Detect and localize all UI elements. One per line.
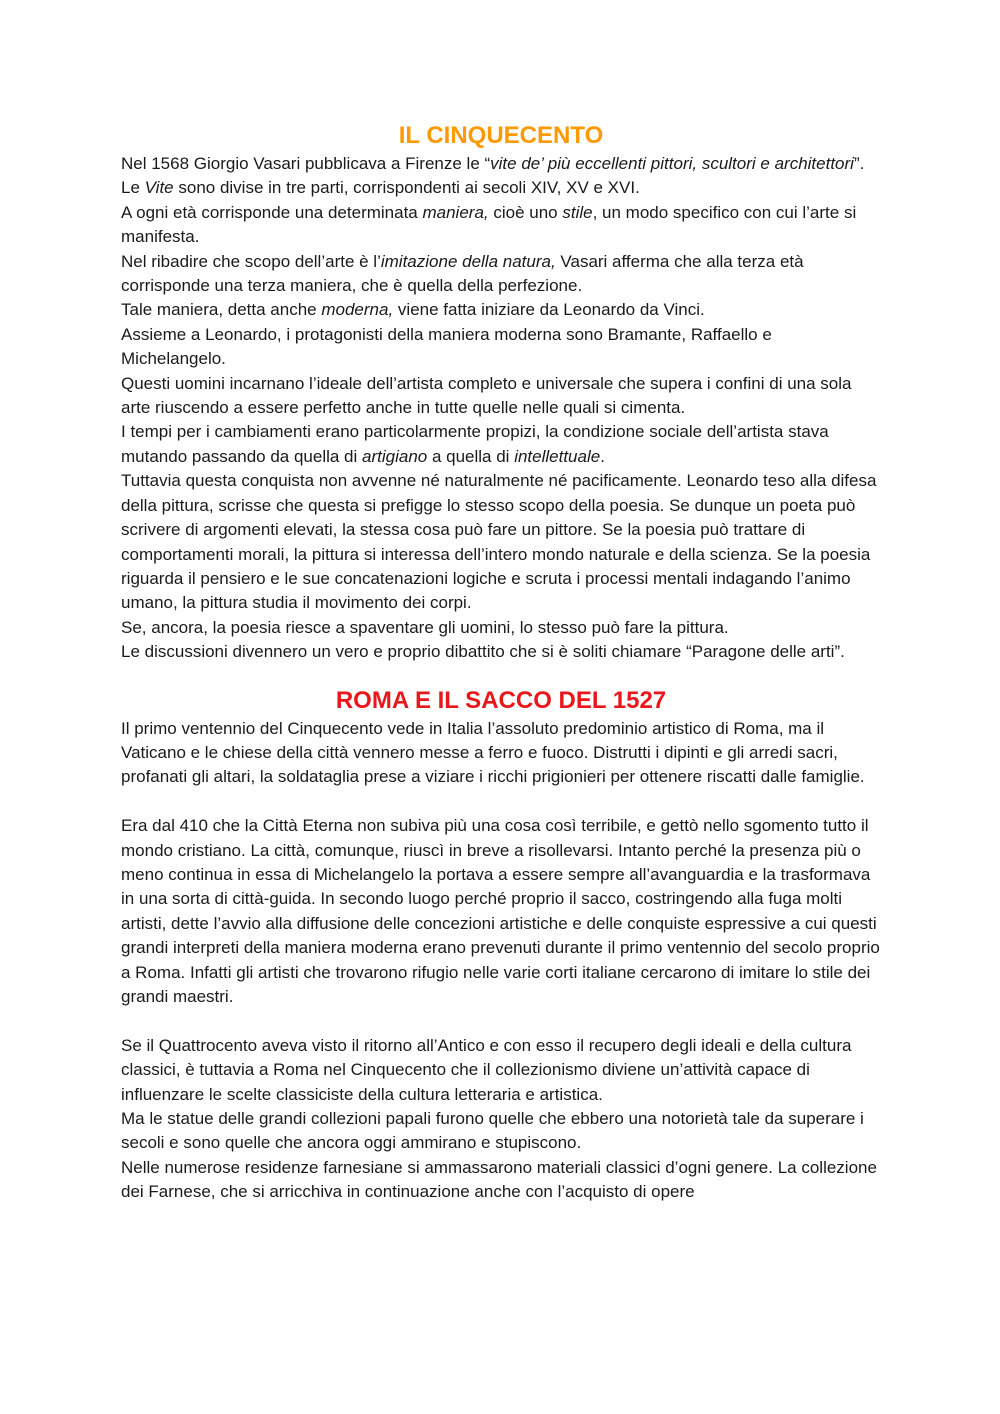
document-page — [121, 120, 881, 1205]
italic-text: intellettuale — [514, 446, 601, 466]
paragraph: Nelle numerose residenze farnesiane si ammassarono materiali classici d’ogni genere. La collezione dei Farnese, che si arricchiva in continuazione anche con l’acquisto di opere — [121, 1157, 877, 1202]
paragraph-gap — [121, 790, 881, 814]
text-run: Nel 1568 Giorgio Vasari pubblicava a Firenze le “ — [121, 154, 491, 173]
paragraph — [121, 420, 881, 469]
paragraph — [121, 298, 881, 322]
paragraph: Il primo ventennio del Cinquecento vede in Italia l’assoluto predominio artistico di Roma, ma il Vaticano e le chiese della città vennero messe a ferro e fuoco. Distrutti i dipinti e gli arredi sacri, profanati gli altari, la soldataglia prese a viziare i ricchi prigionieri per ottenere riscatti dalle famiglie. — [121, 718, 865, 787]
paragraph: Se il Quattrocento aveva visto il ritorno all’Antico e con esso il recupero degli ideali e della cultura classici, è tuttavia a Roma nel Cinquecento che il collezionismo diviene un’attività capace di influenzare le scelte classiciste della cultura letteraria e artistica. — [121, 1035, 852, 1104]
text-run: Tale maniera, detta anche — [121, 300, 322, 320]
paragraph: Le discussioni divennero un vero e proprio dibattito che si è soliti chiamare “Paragone delle arti”. — [121, 642, 845, 662]
italic-text: artigiano — [362, 446, 428, 466]
paragraph: Se, ancora, la poesia riesce a spaventare gli uomini, lo stesso può fare la pittura. — [121, 617, 729, 637]
paragraph: Assieme a Leonardo, i protagonisti della maniera moderna sono Bramante, Raffaello e Michelangelo. — [121, 324, 772, 369]
paragraph: Tuttavia questa conquista non avvenne né naturalmente né pacificamente. Leonardo teso alla difesa della pittura, scrisse che questa si prefigge lo stesso scopo della poesia. Se dunque un poeta può scrivere di argomenti elevati, la stessa cosa può fare un pittore. Se la poesia può trattare di comportamenti morali, la pittura si interessa dell’intero mondo naturale e della scienza. Se la poesia riguarda il pensiero e le sue concatenazioni logiche e scruta i processi mentali indagando l’animo umano, la pittura studia il movimento dei corpi. — [121, 471, 877, 613]
text-run: , un modo specifico con cui l’arte si manifesta. — [121, 202, 857, 247]
italic-text: stile — [562, 202, 593, 222]
paragraph — [121, 250, 881, 299]
text-run: Nel ribadire che scopo dell’arte è l’ — [121, 251, 381, 271]
paragraph-gap — [121, 1009, 881, 1033]
text-run: viene fatta iniziare da Leonardo da Vinci. — [393, 300, 705, 320]
text-run: a quella di — [427, 446, 515, 466]
italic-text: moderna, — [321, 300, 394, 320]
text-run: . — [600, 446, 605, 466]
text-run: cioè uno — [488, 202, 563, 222]
italic-text: imitazione della natura, — [380, 251, 556, 271]
text-run: A ogni età corrisponde una determinata — [121, 202, 423, 222]
italic-text: maniera, — [422, 202, 489, 222]
section-title-cinquecento: IL CINQUECENTO — [398, 122, 604, 149]
paragraph: Questi uomini incarnano l’ideale dell’artista completo e universale che supera i confini di una sola arte riuscendo a essere perfetto anche in tutte quelle nelle quali si cimenta. — [121, 373, 852, 418]
paragraph — [121, 201, 881, 250]
text-run: ”. Le — [121, 154, 865, 198]
paragraph: Era dal 410 che la Città Eterna non subiva più una cosa così terribile, e gettò nello sgomento tutto il mondo cristiano. La città, comunque, riuscì in breve a risollevarsi. Intanto perché la presenza più o meno continua in essa di Michelangelo la portava a essere sempre all’avanguardia e la trasformava in una sorta di città-guida. In secondo luogo perché proprio il sacco, costringendo alla fuga molti artisti, dette l’avvio alla diffusione delle concezioni artistiche e delle conquiste espressive a cui questi grandi interpreti della maniera moderna erano prevenuti durante il primo ventennio del secolo proprio a Roma. Infatti gli artisti che trovarono rifugio nelle varie corti italiane cercarono di imitare lo stile dei grandi maestri. — [121, 816, 880, 1006]
italic-text: vite de’ più eccellenti pittori, scultori e architettori — [490, 154, 854, 173]
section-title-sacco: ROMA E IL SACCO DEL 1527 — [335, 686, 667, 714]
italic-text: Vite — [144, 178, 174, 198]
paragraph: Ma le statue delle grandi collezioni papali furono quelle che ebbero una notorietà tale da superare i secoli e sono quelle che ancora oggi ammirano e stupiscono. — [121, 1109, 864, 1153]
text-run: sono divise in tre parti, corrispondenti ai secoli XIV, XV e XVI. — [173, 178, 640, 198]
text-run: I tempi per i cambiamenti erano particolarmente propizi, la condizione sociale dell’artista stava mutando passando da quella di — [121, 422, 829, 466]
text-run: Vasari afferma che alla terza età corrisponde una terza maniera, che è quella della perfezione. — [121, 251, 804, 296]
paragraph — [121, 152, 881, 201]
